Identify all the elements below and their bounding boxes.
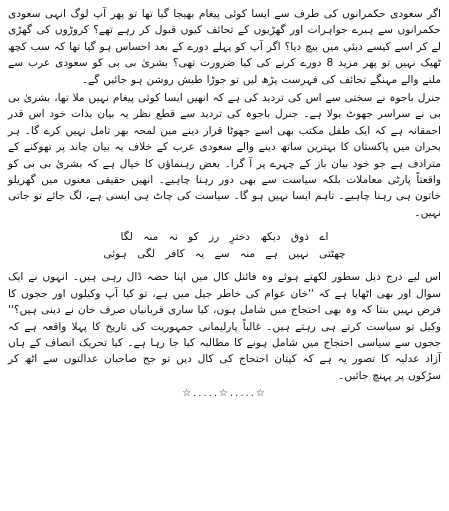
couplet-line-2 — [8, 246, 441, 263]
couplet-misra-2: چھٹتی نہیں ہے منہ سے یہ کافر لگی ہوئی — [103, 248, 346, 261]
paragraph-3: اس لیے درج ذیل سطور لکھتے ہوئے وہ فائنل کال میں اپنا حصہ ڈال رہی ہیں۔ انہوں نے ایک سوال اور بھی اٹھایا ہے کہ ''خان عوام کی خاطر جیل میں ہے، تو کیا آپ وکیلوں اور ججوں کا فرض نہیں بنتا کہ وہ بھی احتجاج میں شامل ہوں، کیا ساری قربانیاں صرف خان نے دینی ہیں؟'' وکیل تو سیاست کرتے ہی رہتے ہیں۔ غالباً پارلیمانی جمہوریت کی تاریخ کا پہلا واقعہ ہے کہ ججوں سے سیاسی احتجاج میں شامل ہونے کا مطالبہ کیا جا رہا ہے۔ کیا تحریک انصاف کے ہاں آزاد عدلیہ کا تصور یہ ہے کہ کپتان احتجاج کی کال دیں تو جج صاحبان عدالتوں سے اٹھ کر سڑکوں پر پہنچ جائیں۔ — [8, 271, 441, 382]
couplet-misra-1: اے ذوق دیکھ دخترِ رز کو نہ منہ لگا — [120, 231, 329, 244]
paragraph-2: جنرل باجوہ نے سختی سے اس کی تردید کی ہے کہ انھیں ایسا کوئی پیغام نہیں ملا تھا، بشریٰ بی بی نے سراسر جھوٹ بولا ہے۔ جنرل باجوہ کی تردید سے قطع نظر یہ بیان بذات خود اس قدر احمقانہ ہے کہ ایک طفل مکتب بھی اسے جھوٹا قرار دینے میں لمحہ بھر تامل نہیں کرے گا۔ ہر بحران میں پاکستان کا بہترین ساتھ دینے والے سعودی عرب کے خلاف یہ بیان چاند پر تھوکنے کے مترادف ہے جو خود بیان باز کے چہرے پر آ گرا۔ بعض رہنماؤں کا خیال ہے کہ بشریٰ بی بی کو واقعتاً پارٹی معاملات بلکہ سیاست سے بھی دور رہنا چاہیے۔ انھیں حقیقی معنوں میں گھریلو خاتون ہی رہنا چاہیے۔ تاہم ایسا نہیں ہو گا۔ سیاست کی چاٹ ہی ایسی ہے، لگ جائے تو جاتی نہیں۔ — [8, 92, 441, 219]
couplet-line-1 — [8, 229, 441, 246]
poetry-couplet — [8, 229, 441, 263]
section-divider: ☆.....☆.....☆ — [182, 388, 267, 400]
paragraph-1: اگر سعودی حکمرانوں کی طرف سے ایسا کوئی پیغام بھیجا گیا تھا تو پھر آپ لوگ انہی سعودی حکمرانوں سے ہیرے جواہرات اور گھڑیوں کے تحائف کیوں قبول کر رہے تھے؟ کروڑوں کی گھڑی لے کر اسے کیسے دبئی میں بیچ دیا؟ اگر آپ کو پہلے دورے کے بعد احساس ہو گیا تھا کہ سب کچھ ٹھیک نہیں تو پھر مزید 8 دورے کرنے کی کیا ضرورت تھی؟ بشریٰ بی بی کو سعودی عرب سے ملنے والے مہنگے تحائف کی فہرست پڑھ لیں تو جوڑا طیش روشن ہو جائیں گے۔ — [8, 8, 441, 86]
